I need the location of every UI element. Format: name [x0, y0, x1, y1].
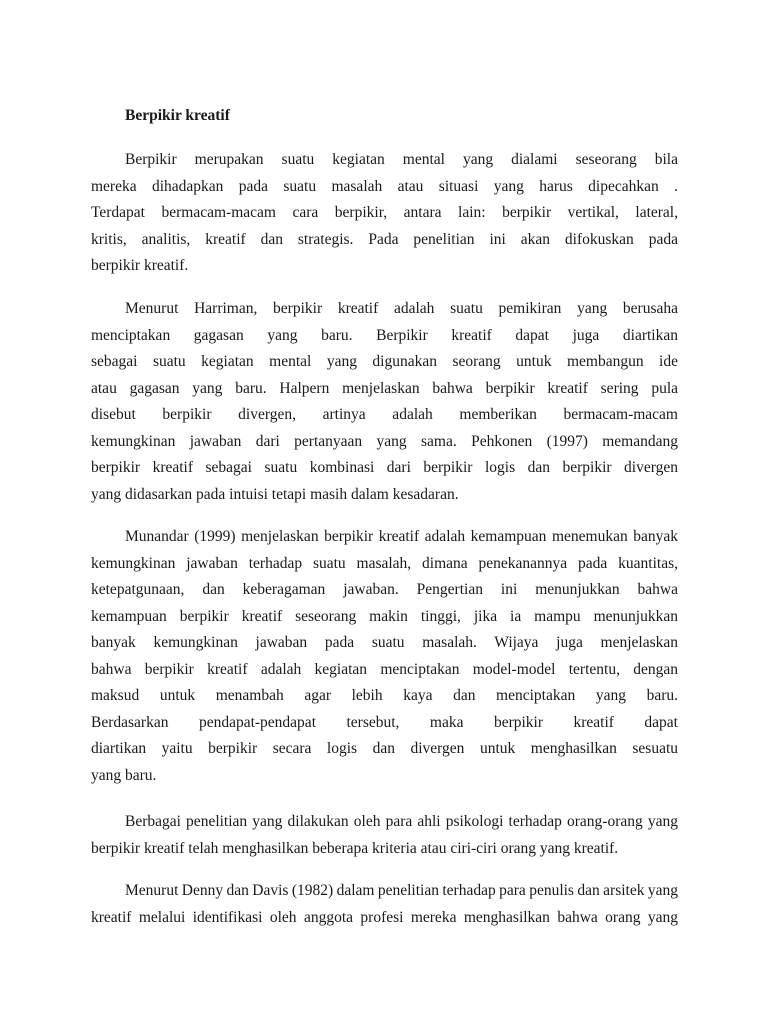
- paragraph-3-line: diartikan yaitu berpikir secara logis dan divergen untuk menghasilkan sesuatu: [91, 740, 678, 758]
- paragraph-3-line: kemampuan berpikir kreatif seseorang makin tinggi, jika ia mampu menunjukkan: [91, 607, 678, 625]
- section-heading: Berpikir kreatif: [125, 107, 230, 124]
- paragraph-2-line: yang didasarkan pada intuisi tetapi masih dalam kesadaran.: [91, 485, 459, 503]
- paragraph-2-line: disebut berpikir divergen, artinya adalah memberikan bermacam-macam: [91, 406, 678, 424]
- paragraph-2-line: atau gagasan yang baru. Halpern menjelaskan bahwa berpikir kreatif sering pula: [91, 379, 678, 397]
- paragraph-3-line: ketepatgunaan, dan keberagaman jawaban. Pengertian ini menunjukkan bahwa: [91, 581, 678, 599]
- paragraph-1-line: berpikir kreatif.: [91, 257, 189, 275]
- paragraph-3-line: yang baru.: [91, 766, 157, 784]
- paragraph-2-line: berpikir kreatif sebagai suatu kombinasi dari berpikir logis dan berpikir divergen: [91, 459, 678, 477]
- paragraph-2-line: sebagai suatu kegiatan mental yang digunakan seorang untuk membangun ide: [91, 353, 678, 371]
- paragraph-1-line: kritis, analitis, kreatif dan strategis. Pada penelitian ini akan difokuskan pada: [91, 230, 678, 248]
- paragraph-5-line: Menurut Denny dan Davis (1982) dalam penelitian terhadap para penulis dan arsitek yang: [125, 882, 678, 899]
- paragraph-3-line: Berdasarkan pendapat-pendapat tersebut, maka berpikir kreatif dapat: [91, 713, 678, 731]
- paragraph-4-line: Berbagai penelitian yang dilakukan oleh para ahli psikologi terhadap orang-orang yang: [125, 813, 678, 830]
- paragraph-2-line: Menurut Harriman, berpikir kreatif adalah suatu pemikiran yang berusaha: [125, 300, 678, 317]
- paragraph-5-line: kreatif melalui identifikasi oleh anggota profesi mereka menghasilkan bahwa orang yang: [91, 908, 678, 926]
- paragraph-3-line: kemungkinan jawaban terhadap suatu masalah, dimana penekanannya pada kuantitas,: [91, 554, 678, 572]
- paragraph-3-line: bahwa berpikir kreatif adalah kegiatan menciptakan model-model tertentu, dengan: [91, 660, 678, 678]
- paragraph-3-line: Munandar (1999) menjelaskan berpikir kreatif adalah kemampuan menemukan banyak: [125, 528, 678, 545]
- paragraph-1-line: mereka dihadapkan pada suatu masalah atau situasi yang harus dipecahkan .: [91, 177, 678, 195]
- paragraph-3-line: maksud untuk menambah agar lebih kaya dan menciptakan yang baru.: [91, 687, 678, 705]
- paragraph-1-line: Terdapat bermacam-macam cara berpikir, antara lain: berpikir vertikal, lateral,: [91, 204, 678, 222]
- paragraph-2-line: menciptakan gagasan yang baru. Berpikir kreatif dapat juga diartikan: [91, 326, 678, 344]
- paragraph-3-line: banyak kemungkinan jawaban pada suatu masalah. Wijaya juga menjelaskan: [91, 634, 678, 652]
- paragraph-1-line: Berpikir merupakan suatu kegiatan mental yang dialami seseorang bila: [125, 151, 678, 168]
- paragraph-4-line: berpikir kreatif telah menghasilkan beberapa kriteria atau ciri-ciri orang yang kreatif.: [91, 839, 619, 857]
- paragraph-2-line: kemungkinan jawaban dari pertanyaan yang sama. Pehkonen (1997) memandang: [91, 432, 678, 450]
